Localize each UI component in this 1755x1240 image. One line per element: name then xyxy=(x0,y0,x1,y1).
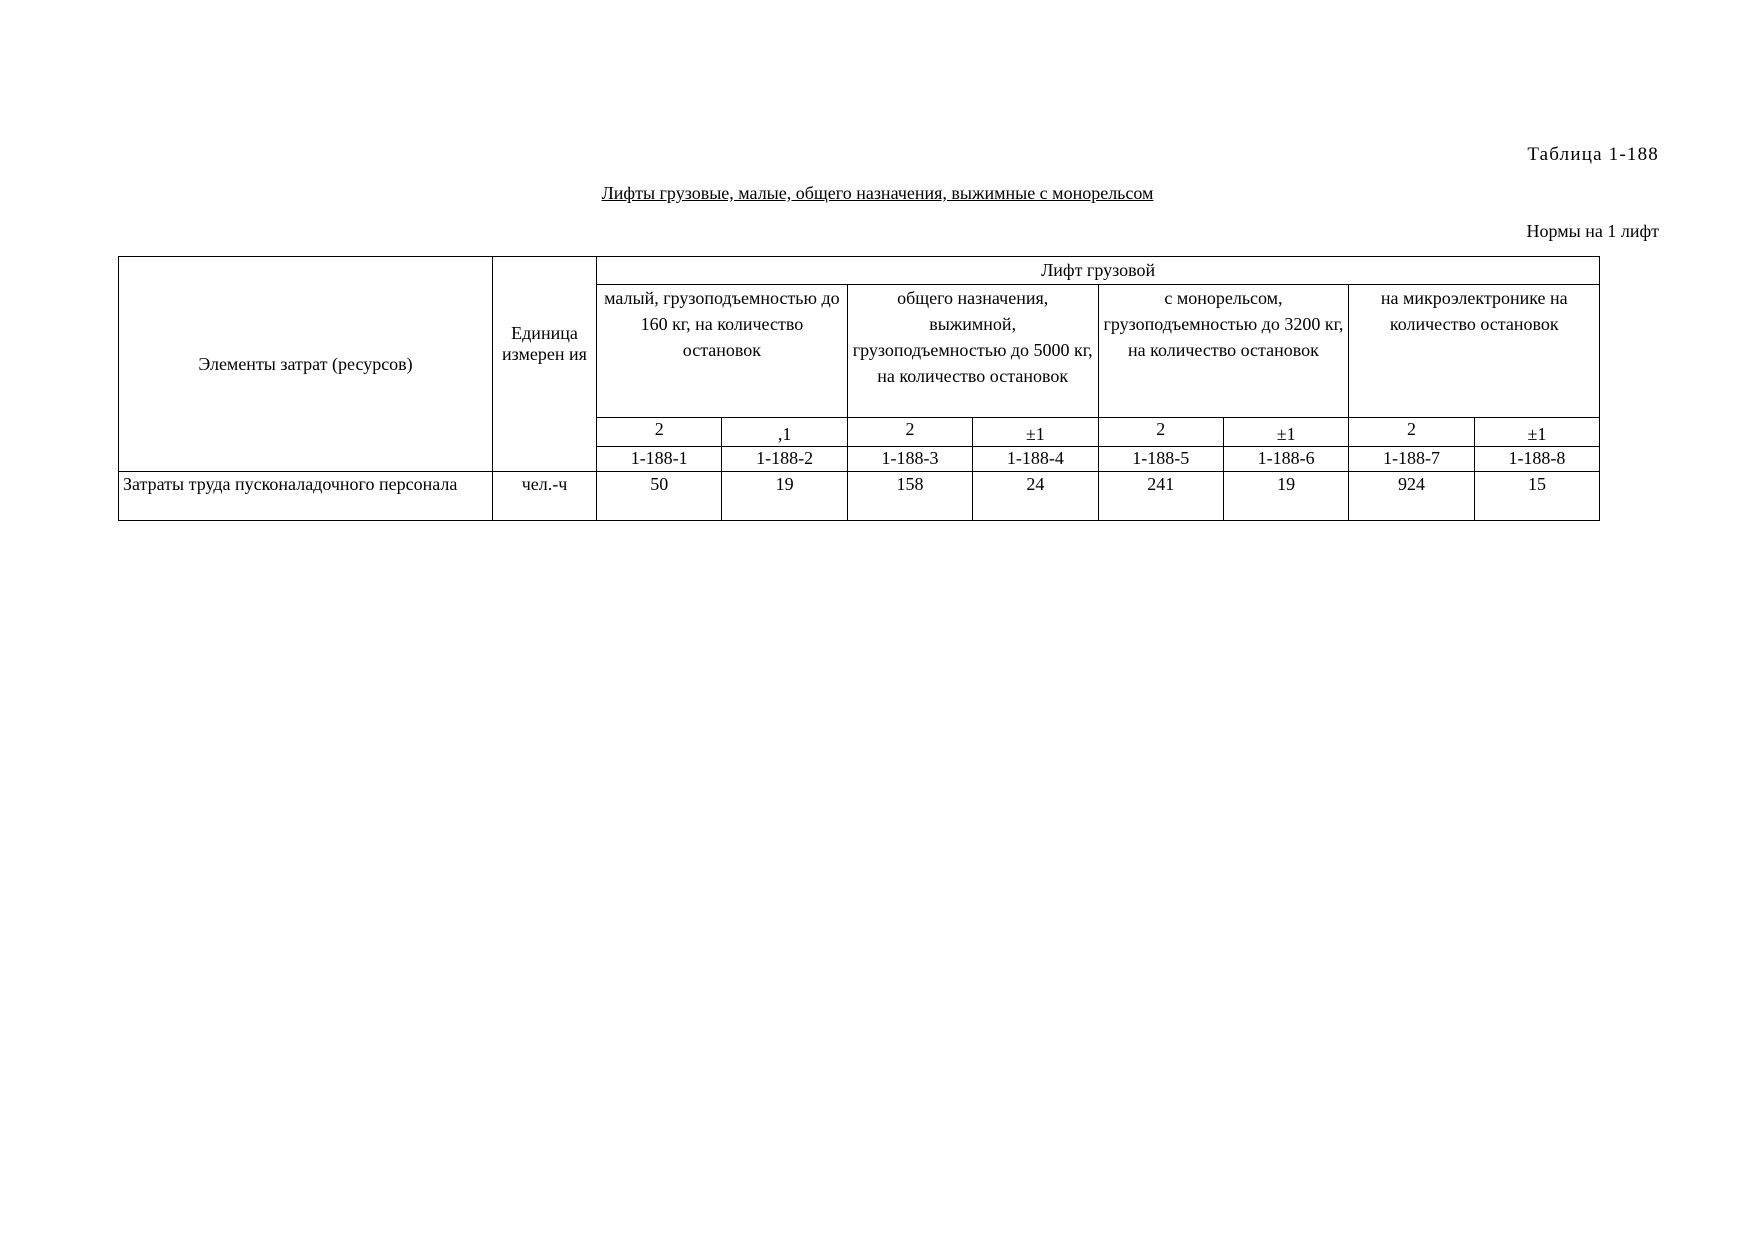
stops-cell xyxy=(597,418,722,447)
elements-header-cell: Элементы затрат (ресурсов) xyxy=(119,257,493,472)
code-cell: 1-188-6 xyxy=(1223,447,1348,472)
stops-cell xyxy=(722,418,847,447)
category-header-microelectronics: на микроэлектронике на количество остановок xyxy=(1349,285,1600,418)
value-cell: 241 xyxy=(1098,472,1223,521)
code-cell: 1-188-1 xyxy=(597,447,722,472)
value-cell: 50 xyxy=(597,472,722,521)
value-cell: 158 xyxy=(847,472,972,521)
code-cell: 1-188-8 xyxy=(1474,447,1599,472)
stops-value: ±1 xyxy=(1025,424,1045,444)
code-cell: 1-188-7 xyxy=(1349,447,1474,472)
value-cell: 15 xyxy=(1474,472,1599,521)
stops-value: ,1 xyxy=(777,424,792,444)
stops-value: ±1 xyxy=(1276,424,1296,444)
table-row xyxy=(119,472,1600,521)
category-header-small: малый, грузоподъемностью до 160 кг, на количество остановок xyxy=(597,285,848,418)
norms-table xyxy=(118,256,1600,521)
category-header-general: общего назначения, выжимной, грузоподъемностью до 5000 кг, на количество остановок xyxy=(847,285,1098,418)
code-cell: 1-188-3 xyxy=(847,447,972,472)
stops-cell xyxy=(1098,418,1223,447)
document-title xyxy=(0,183,1755,204)
unit-header-cell: Единица измерен ия xyxy=(493,257,597,472)
lift-header-cell: Лифт грузовой xyxy=(597,257,1600,285)
table-number-label: Таблица 1-188 xyxy=(1527,144,1659,165)
value-cell: 19 xyxy=(722,472,847,521)
resource-unit-cell: чел.-ч xyxy=(493,472,597,521)
code-cell: 1-188-4 xyxy=(973,447,1098,472)
norms-unit-note: Нормы на 1 лифт xyxy=(1526,221,1659,241)
stops-value: ±1 xyxy=(1527,424,1547,444)
stops-cell xyxy=(1223,418,1348,447)
stops-cell xyxy=(847,418,972,447)
value-cell: 924 xyxy=(1349,472,1474,521)
header-row-lift xyxy=(119,257,1600,285)
code-cell: 1-188-2 xyxy=(722,447,847,472)
category-header-monorail: с монорельсом, грузоподъемностью до 3200 кг, на количество остановок xyxy=(1098,285,1349,418)
stops-cell xyxy=(1474,418,1599,447)
value-cell: 19 xyxy=(1223,472,1348,521)
stops-value: 2 xyxy=(1156,419,1166,439)
code-cell: 1-188-5 xyxy=(1098,447,1223,472)
stops-value: 2 xyxy=(1407,419,1417,439)
resource-name-cell: Затраты труда пусконаладочного персонала xyxy=(119,472,493,521)
stops-value: 2 xyxy=(905,419,915,439)
stops-cell xyxy=(973,418,1098,447)
stops-cell xyxy=(1349,418,1474,447)
stops-value: 2 xyxy=(654,419,664,439)
document-title-text: Лифты грузовые, малые, общего назначения, выжимные с монорельсом xyxy=(601,183,1154,203)
value-cell: 24 xyxy=(973,472,1098,521)
